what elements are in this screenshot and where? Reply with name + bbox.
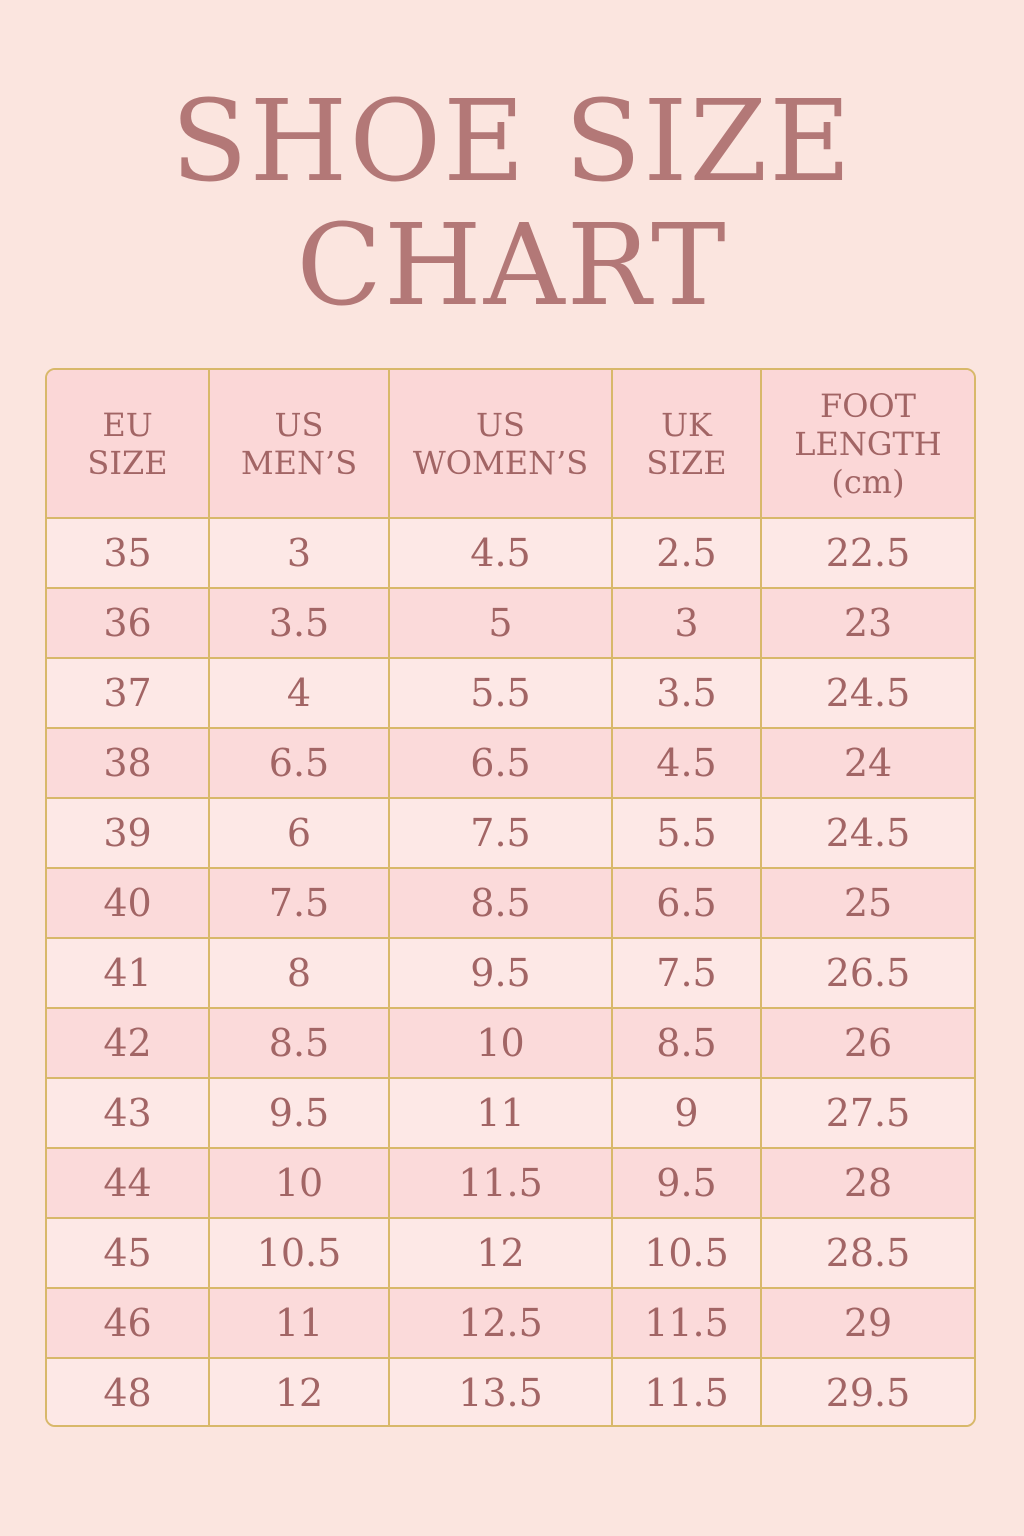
cell-foot-length: 22.5 (761, 518, 974, 588)
cell-us-mens: 6 (209, 798, 389, 868)
page-title-line-2: CHART (296, 201, 728, 331)
table-row (47, 588, 974, 658)
header-us-womens (389, 370, 612, 518)
cell-eu-size: 39 (47, 798, 209, 868)
cell-us-mens: 6.5 (209, 728, 389, 798)
cell-us-mens: 7.5 (209, 868, 389, 938)
table-row (47, 1008, 974, 1078)
cell-us-womens: 5 (389, 588, 612, 658)
cell-eu-size: 40 (47, 868, 209, 938)
cell-foot-length: 24.5 (761, 798, 974, 868)
cell-foot-length: 28 (761, 1148, 974, 1218)
cell-us-womens: 6.5 (389, 728, 612, 798)
cell-foot-length: 29 (761, 1288, 974, 1358)
cell-foot-length: 27.5 (761, 1078, 974, 1148)
table-row (47, 658, 974, 728)
cell-us-womens: 10 (389, 1008, 612, 1078)
cell-foot-length: 25 (761, 868, 974, 938)
cell-eu-size: 45 (47, 1218, 209, 1288)
table-row (47, 1358, 974, 1427)
table-row (47, 868, 974, 938)
cell-us-womens: 12 (389, 1218, 612, 1288)
cell-eu-size: 46 (47, 1288, 209, 1358)
cell-uk-size: 2.5 (612, 518, 761, 588)
cell-us-mens: 3.5 (209, 588, 389, 658)
table-row (47, 1148, 974, 1218)
cell-us-womens: 8.5 (389, 868, 612, 938)
table-row (47, 938, 974, 1008)
cell-us-mens: 9.5 (209, 1078, 389, 1148)
cell-us-womens: 4.5 (389, 518, 612, 588)
cell-us-womens: 5.5 (389, 658, 612, 728)
cell-eu-size: 48 (47, 1358, 209, 1427)
cell-foot-length: 26.5 (761, 938, 974, 1008)
header-label-line: WOMEN’S (412, 443, 589, 482)
table-body (47, 518, 974, 1427)
cell-foot-length: 23 (761, 588, 974, 658)
cell-uk-size: 9 (612, 1078, 761, 1148)
header-us-mens (209, 370, 389, 518)
size-chart-table-container (45, 368, 976, 1427)
cell-us-womens: 11 (389, 1078, 612, 1148)
table-header (47, 370, 974, 518)
header-label-line: SIZE (646, 443, 727, 482)
cell-eu-size: 38 (47, 728, 209, 798)
header-label-line: UK (661, 405, 712, 444)
cell-uk-size: 7.5 (612, 938, 761, 1008)
header-eu-size (47, 370, 209, 518)
cell-uk-size: 8.5 (612, 1008, 761, 1078)
header-label-line: US (476, 405, 525, 444)
cell-us-mens: 8 (209, 938, 389, 1008)
cell-eu-size: 37 (47, 658, 209, 728)
table-row (47, 1218, 974, 1288)
cell-eu-size: 44 (47, 1148, 209, 1218)
cell-uk-size: 4.5 (612, 728, 761, 798)
cell-uk-size: 5.5 (612, 798, 761, 868)
header-row (47, 370, 974, 518)
cell-foot-length: 24 (761, 728, 974, 798)
cell-uk-size: 11.5 (612, 1288, 761, 1358)
header-label-line: (cm) (831, 462, 905, 501)
header-foot-length (761, 370, 974, 518)
cell-us-womens: 12.5 (389, 1288, 612, 1358)
table-row (47, 728, 974, 798)
header-label-line: LENGTH (794, 424, 942, 463)
cell-uk-size: 9.5 (612, 1148, 761, 1218)
cell-uk-size: 6.5 (612, 868, 761, 938)
cell-foot-length: 29.5 (761, 1358, 974, 1427)
cell-us-mens: 12 (209, 1358, 389, 1427)
cell-us-mens: 10.5 (209, 1218, 389, 1288)
header-label-line: SIZE (87, 443, 168, 482)
page-title-line-1: SHOE SIZE (170, 77, 854, 207)
cell-eu-size: 36 (47, 588, 209, 658)
table-row (47, 798, 974, 868)
table-row (47, 1078, 974, 1148)
table-row (47, 518, 974, 588)
cell-eu-size: 43 (47, 1078, 209, 1148)
cell-eu-size: 35 (47, 518, 209, 588)
table-row (47, 1288, 974, 1358)
header-uk-size (612, 370, 761, 518)
cell-us-mens: 8.5 (209, 1008, 389, 1078)
header-label-line: EU (102, 405, 153, 444)
cell-us-mens: 3 (209, 518, 389, 588)
cell-uk-size: 11.5 (612, 1358, 761, 1427)
cell-eu-size: 41 (47, 938, 209, 1008)
cell-foot-length: 26 (761, 1008, 974, 1078)
cell-us-mens: 10 (209, 1148, 389, 1218)
cell-uk-size: 3.5 (612, 658, 761, 728)
cell-eu-size: 42 (47, 1008, 209, 1078)
cell-foot-length: 24.5 (761, 658, 974, 728)
cell-us-mens: 4 (209, 658, 389, 728)
cell-us-mens: 11 (209, 1288, 389, 1358)
cell-us-womens: 9.5 (389, 938, 612, 1008)
cell-us-womens: 11.5 (389, 1148, 612, 1218)
header-label-line: US (274, 405, 324, 444)
header-label-line: MEN’S (240, 443, 358, 482)
cell-us-womens: 13.5 (389, 1358, 612, 1427)
header-label-line: FOOT (819, 386, 916, 425)
cell-us-womens: 7.5 (389, 798, 612, 868)
size-chart-table (47, 370, 974, 1427)
cell-uk-size: 10.5 (612, 1218, 761, 1288)
cell-foot-length: 28.5 (761, 1218, 974, 1288)
cell-uk-size: 3 (612, 588, 761, 658)
